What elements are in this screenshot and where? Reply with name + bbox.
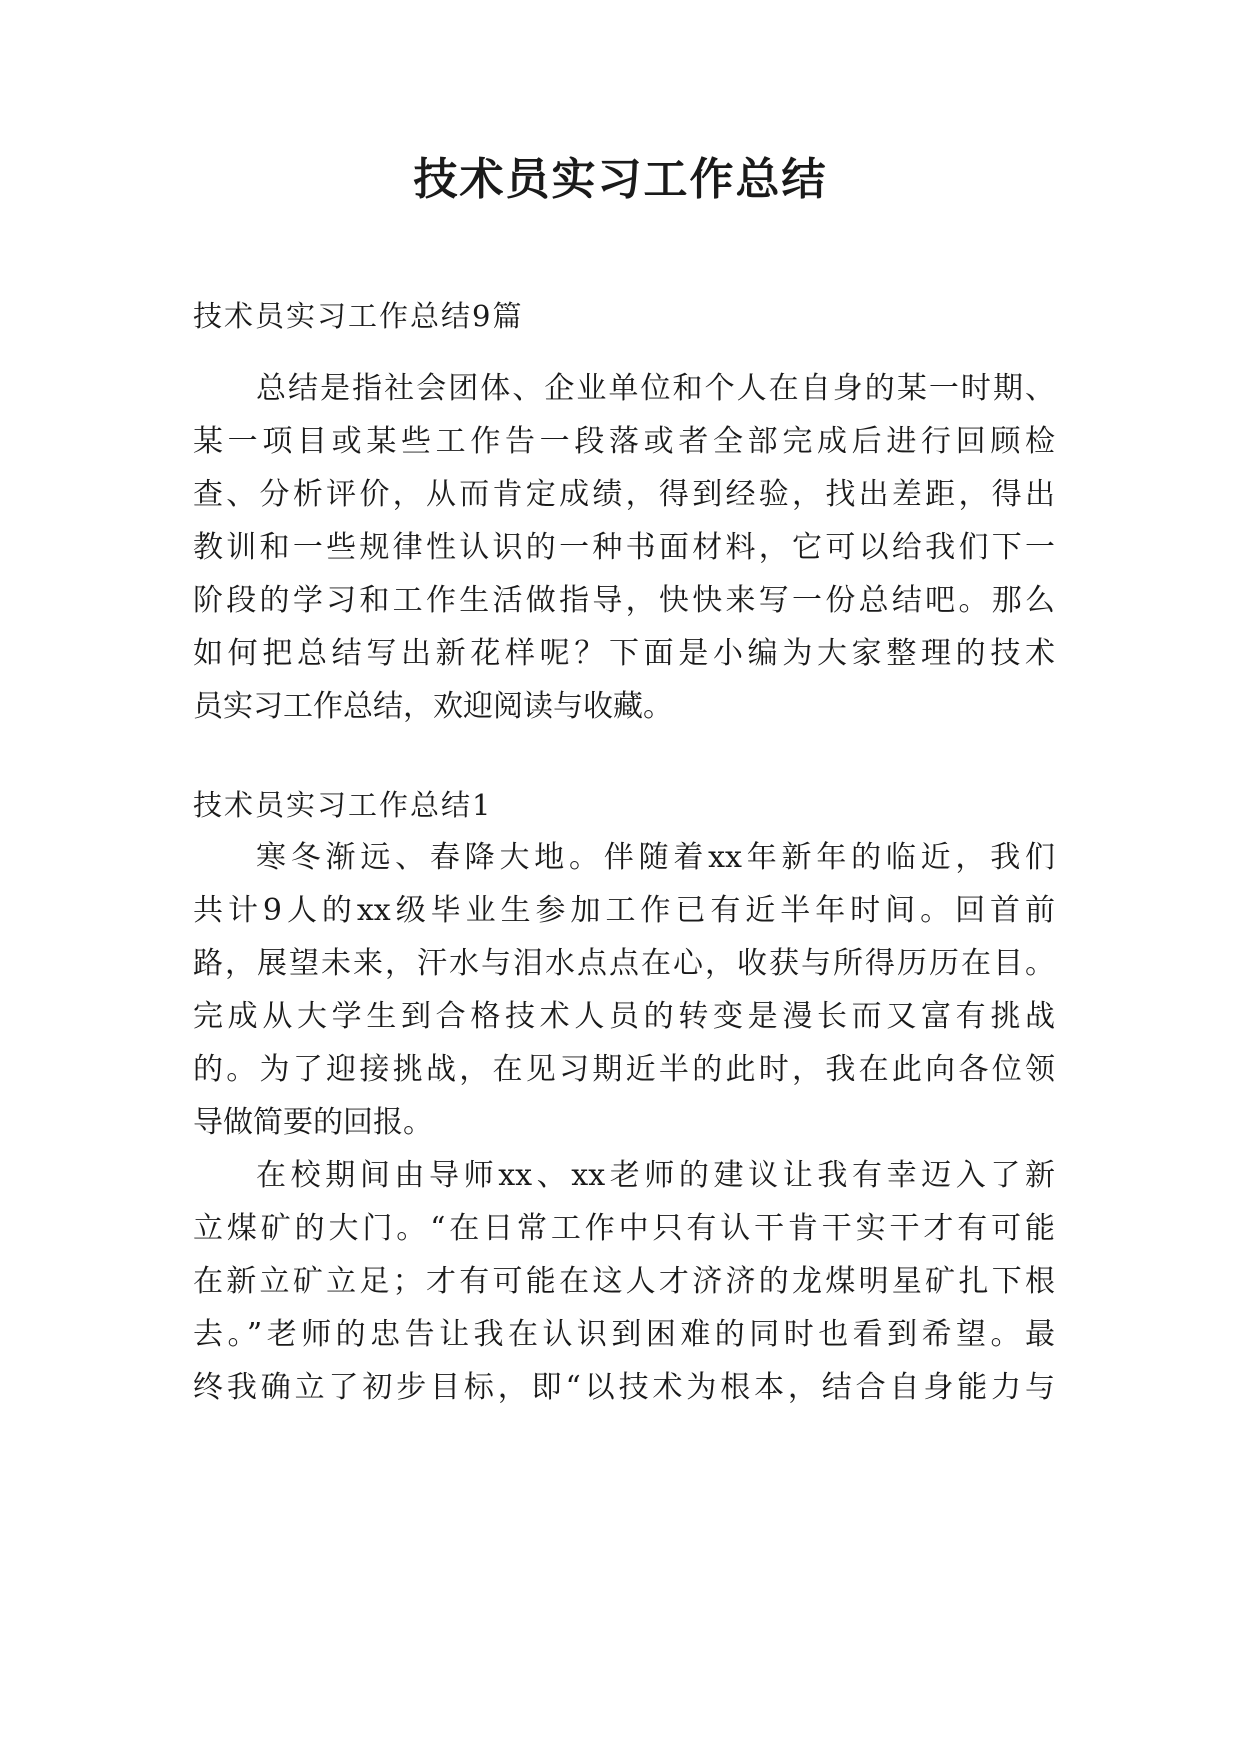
intro-line: 查、分析评价，从而肯定成绩，得到经验，找出差距，得出 <box>193 477 1055 512</box>
body-line: 寒冬渐远、春降大地。伴随着xx年新年的临近，我们 <box>256 840 1055 875</box>
intro-line: 员实习工作总结，欢迎阅读与收藏。 <box>193 689 673 724</box>
body-line: 的。为了迎接挑战，在见习期近半的此时，我在此向各位领 <box>193 1052 1055 1087</box>
intro-line: 某一项目或某些工作告一段落或者全部完成后进行回顾检 <box>193 424 1055 459</box>
intro-line: 总结是指社会团体、企业单位和个人在自身的某一时期、 <box>256 371 1055 406</box>
body-line: 在新立矿立足；才有可能在这人才济济的龙煤明星矿扎下根 <box>193 1264 1055 1299</box>
intro-line: 教训和一些规律性认识的一种书面材料，它可以给我们下一 <box>193 530 1055 565</box>
body-line: 路，展望未来，汗水与泪水点点在心，收获与所得历历在目。 <box>193 946 1055 981</box>
intro-line: 如何把总结写出新花样呢？下面是小编为大家整理的技术 <box>193 636 1055 671</box>
body-line: 在校期间由导师xx、xx老师的建议让我有幸迈入了新 <box>256 1158 1055 1193</box>
body-line: 完成从大学生到合格技术人员的转变是漫长而又富有挑战 <box>193 999 1055 1034</box>
body-line: 终我确立了初步目标，即“以技术为根本，结合自身能力与 <box>193 1370 1055 1405</box>
section-heading: 技术员实习工作总结1 <box>193 788 493 822</box>
body-line: 立煤矿的大门。“在日常工作中只有认干肯干实干才有可能 <box>193 1211 1055 1246</box>
body-line: 共计9人的xx级毕业生参加工作已有近半年时间。回首前 <box>193 893 1055 928</box>
body-line: 导做简要的回报。 <box>193 1105 433 1140</box>
intro-line: 阶段的学习和工作生活做指导，快快来写一份总结吧。那么 <box>193 583 1055 618</box>
body-line: 去。”老师的忠告让我在认识到困难的同时也看到希望。最 <box>193 1317 1055 1352</box>
document-subtitle: 技术员实习工作总结9篇 <box>193 299 524 333</box>
document-title: 技术员实习工作总结 <box>413 154 828 205</box>
